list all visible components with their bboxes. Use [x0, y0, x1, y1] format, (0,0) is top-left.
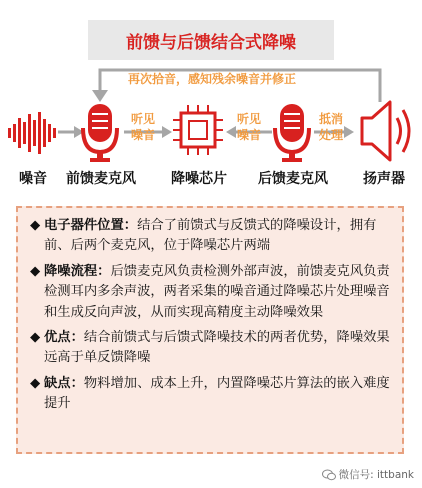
- bullet-position: [30, 216, 392, 257]
- mic-to-speaker-label-line2: 处理: [318, 128, 343, 142]
- bullet-head: 降噪流程：: [44, 263, 111, 279]
- mic-to-chip-label: [126, 111, 160, 143]
- bullet-text: 后馈麦克风负责检测外部声波，前馈麦克风负责检测耳内多余声波，两者采集的噪音通过降噪芯片处理噪音和生成反向声波，从而实现高精度主动降噪效果: [44, 263, 390, 320]
- title-banner: [88, 20, 334, 60]
- chip-to-mic-label: [232, 111, 266, 143]
- diagram-title: 前馈与后馈结合式降噪: [126, 32, 296, 53]
- node-label-feedback-mic: 后馈麦克风: [258, 171, 328, 187]
- bullet-head: 优点：: [44, 330, 84, 346]
- diamond-bullet-icon: ◆: [30, 330, 41, 346]
- mic-to-speaker-label: [314, 111, 348, 143]
- diamond-bullet-icon: ◆: [30, 375, 41, 391]
- bullet-text: 物料增加、成本上升，内置降噪芯片算法的嵌入难度提升: [44, 375, 390, 412]
- description-panel: [16, 206, 404, 454]
- chip-to-mic-label-line1: 听见: [236, 112, 261, 126]
- chip-to-mic-label-line2: 噪音: [236, 128, 261, 142]
- watermark-text: 微信号: ittbank: [338, 469, 414, 481]
- node-label-feedforward-mic: 前馈麦克风: [66, 171, 136, 187]
- bullet-text: 结合前馈式与后馈式降噪技术的两者优势，降噪效果远高于单反馈降噪: [44, 330, 390, 366]
- diamond-bullet-icon: ◆: [30, 263, 41, 279]
- bullet-advantages: [30, 328, 392, 369]
- microphone-icon: [275, 104, 309, 162]
- node-label-speaker: 扬声器: [363, 171, 405, 187]
- bullet-process: [30, 262, 392, 323]
- bullet-head: 缺点：: [44, 375, 84, 391]
- chip-icon: [173, 105, 223, 155]
- sound-wave-icon: [8, 112, 56, 154]
- noise-to-mic-arrow: [58, 126, 84, 138]
- node-label-anc-chip: 降噪芯片: [171, 171, 227, 187]
- bullet-text: 结合了前馈式与反馈式的降噪设计，拥有前、后两个麦克风，位于降噪芯片两端: [44, 218, 377, 254]
- mic-to-chip-label-line2: 噪音: [130, 128, 155, 142]
- microphone-icon: [83, 104, 117, 162]
- watermark: [322, 467, 414, 482]
- diamond-bullet-icon: ◆: [30, 218, 41, 233]
- wechat-icon: [322, 469, 336, 481]
- loop-label: 再次拾音，感知残余噪音并修正: [127, 72, 296, 86]
- speaker-icon: [362, 102, 409, 160]
- bullet-head: 电子器件位置：: [44, 218, 138, 233]
- mic-to-speaker-label-line1: 抵消: [318, 112, 343, 126]
- node-label-noise: 噪音: [19, 171, 47, 187]
- mic-to-chip-label-line1: 听见: [130, 112, 155, 126]
- bullet-disadvantages: [30, 374, 392, 415]
